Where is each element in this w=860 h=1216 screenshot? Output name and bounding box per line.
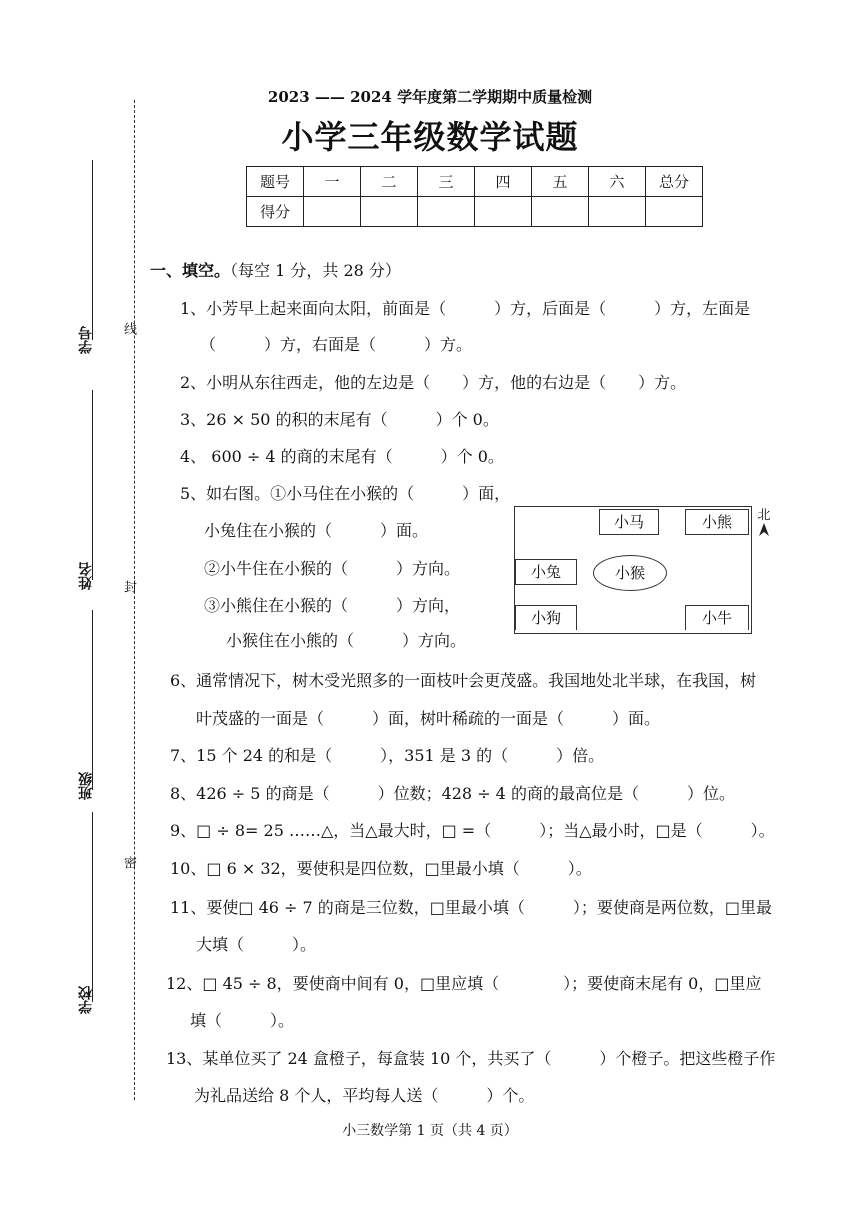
map-monkey-oval: 小猴 bbox=[593, 555, 667, 591]
question-6-line-2: 叶茂盛的一面是（ ）面，树叶稀疏的一面是（ ）面。 bbox=[196, 709, 661, 728]
map-dog-box: 小狗 bbox=[515, 605, 577, 630]
question-13-line-1: 13、某单位买了 24 盒橙子，每盒装 10 个，共买了（ ）个橙子。把这些橙子作 bbox=[166, 1049, 776, 1068]
question-5-line-2: 小兔住在小猴的（ ）面。 bbox=[204, 521, 429, 540]
exam-supertitle: 2023 —— 2024 学年度第二学期期中质量检测 bbox=[267, 88, 593, 106]
table-cell: 六 bbox=[589, 167, 646, 197]
score-table-header-row bbox=[247, 167, 703, 197]
score-table bbox=[246, 166, 703, 227]
map-cow-box: 小牛 bbox=[685, 605, 749, 630]
name-underline[interactable] bbox=[92, 390, 93, 580]
class-label: 班级 bbox=[78, 772, 94, 800]
binding-dashed-line bbox=[134, 100, 135, 1100]
question-10: 10、□ 6 × 32，要使积是四位数，□里最小填（ ）。 bbox=[170, 859, 592, 878]
north-indicator bbox=[757, 504, 771, 541]
question-2: 2、小明从东往西走，他的左边是（ ）方，他的右边是（ ）方。 bbox=[180, 373, 687, 392]
section-title: 一、填空。 bbox=[150, 261, 231, 280]
binding-mark-line: 线 bbox=[121, 322, 136, 335]
table-cell: 一 bbox=[304, 167, 361, 197]
position-map bbox=[514, 506, 752, 634]
question-11-line-1: 11、要使□ 46 ÷ 7 的商是三位数，□里最小填（ ）；要使商是两位数，□里最 bbox=[170, 898, 773, 917]
question-1-line-1: 1、小芳早上起来面向太阳，前面是（ ）方，后面是（ ）方，左面是 bbox=[180, 299, 751, 318]
page-footer: 小三数学第 1 页（共 4 页） bbox=[342, 1123, 518, 1139]
question-5-line-4: ③小熊住在小猴的（ ）方向， bbox=[204, 596, 461, 615]
question-4: 4、 600 ÷ 4 的商的末尾有（ ）个 0。 bbox=[180, 447, 504, 466]
score-input-cell[interactable] bbox=[361, 197, 418, 227]
score-input-cell[interactable] bbox=[304, 197, 361, 227]
table-cell: 总分 bbox=[646, 167, 703, 197]
question-5-line-5: 小猴住在小熊的（ ）方向。 bbox=[226, 631, 467, 650]
table-cell: 三 bbox=[418, 167, 475, 197]
table-cell: 五 bbox=[532, 167, 589, 197]
name-label: 姓名 bbox=[78, 562, 94, 590]
binding-mark-seal: 封 bbox=[121, 580, 136, 593]
score-input-cell[interactable] bbox=[475, 197, 532, 227]
question-5-line-3: ②小牛住在小猴的（ ）方向。 bbox=[204, 559, 461, 578]
class-underline[interactable] bbox=[92, 610, 93, 790]
question-6-line-1: 6、通常情况下，树木受光照多的一面枝叶会更茂盛。我国地处北半球，在我国，树 bbox=[170, 671, 757, 690]
score-input-cell[interactable] bbox=[646, 197, 703, 227]
table-cell: 得分 bbox=[247, 197, 304, 227]
section-note: （每空 1 分，共 28 分） bbox=[230, 261, 401, 280]
question-13-line-2: 为礼品送给 8 个人，平均每人送（ ）个。 bbox=[194, 1086, 535, 1105]
question-7: 7、15 个 24 的和是（ ），351 是 3 的（ ）倍。 bbox=[170, 746, 605, 765]
north-arrow-icon bbox=[758, 523, 770, 537]
school-underline[interactable] bbox=[92, 812, 93, 1002]
table-cell: 二 bbox=[361, 167, 418, 197]
question-3: 3、26 × 50 的积的末尾有（ ）个 0。 bbox=[180, 410, 499, 429]
score-input-cell[interactable] bbox=[532, 197, 589, 227]
section-heading bbox=[150, 258, 401, 281]
question-12-line-2: 填（ ）。 bbox=[190, 1011, 295, 1030]
binding-mark-secret: 密 bbox=[121, 856, 136, 869]
score-input-cell[interactable] bbox=[589, 197, 646, 227]
question-1-line-2: （ ）方，右面是（ ）方。 bbox=[200, 335, 473, 354]
map-bear-box: 小熊 bbox=[685, 509, 749, 535]
school-label: 学校 bbox=[78, 986, 94, 1014]
question-8: 8、426 ÷ 5 的商是（ ）位数；428 ÷ 4 的商的最高位是（ ）位。 bbox=[170, 784, 735, 803]
question-9: 9、□ ÷ 8= 25 ……△，当△最大时，□ =（ ）；当△最小时，□是（ ）。 bbox=[170, 821, 775, 840]
table-cell: 题号 bbox=[247, 167, 304, 197]
score-input-cell[interactable] bbox=[418, 197, 475, 227]
question-5-line-1: 5、如右图。①小马住在小猴的（ ）面， bbox=[180, 484, 511, 503]
north-label: 北 bbox=[757, 508, 771, 523]
score-table-score-row bbox=[247, 197, 703, 227]
student-id-underline[interactable] bbox=[92, 160, 93, 340]
table-cell: 四 bbox=[475, 167, 532, 197]
map-horse-box: 小马 bbox=[599, 509, 659, 535]
exam-title: 小学三年级数学试题 bbox=[281, 118, 579, 156]
question-12-line-1: 12、□ 45 ÷ 8，要使商中间有 0，□里应填（ ）；要使商末尾有 0，□里应 bbox=[166, 974, 762, 993]
map-rabbit-box: 小兔 bbox=[515, 559, 577, 585]
student-id-label: 学号 bbox=[78, 326, 94, 354]
question-11-line-2: 大填（ ）。 bbox=[196, 935, 317, 954]
